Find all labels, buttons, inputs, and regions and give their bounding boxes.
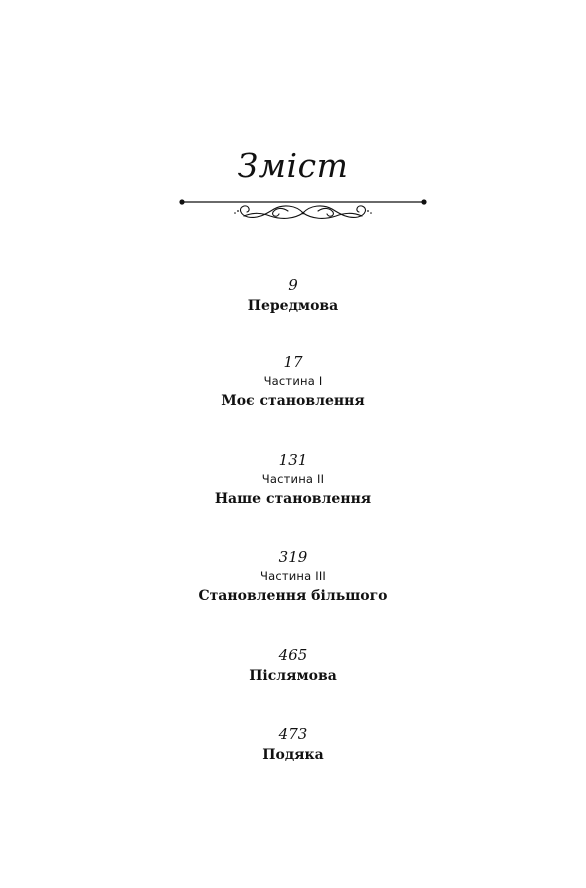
chapter-title: Передмова [247,298,339,314]
page-number: 319 [278,548,308,566]
page-number: 17 [283,353,303,371]
page-title: Зміст [237,146,349,185]
page-number: 473 [278,725,308,743]
part-label: Частина ІІ [261,472,325,486]
toc-entry-afterword [0,645,586,687]
chapter-title: Наше становлення [214,491,372,507]
chapter-title: Подяка [262,747,324,763]
toc-entry-acknowledgements [0,724,586,766]
chapter-title: Становлення більшого [198,588,388,604]
page-number: 465 [278,646,308,664]
flourish-divider-ornament [178,195,428,227]
part-label: Частина ІІІ [259,569,327,583]
toc-entry-part-2 [0,450,586,510]
toc-entry-part-3 [0,547,586,607]
chapter-title: Післямова [249,668,337,684]
page-number: 9 [288,276,298,294]
toc-entry-preface [0,275,586,317]
toc-entry-part-1 [0,352,586,412]
page-number: 131 [278,451,308,469]
part-label: Частина І [263,374,323,388]
chapter-title: Моє становлення [221,393,365,409]
